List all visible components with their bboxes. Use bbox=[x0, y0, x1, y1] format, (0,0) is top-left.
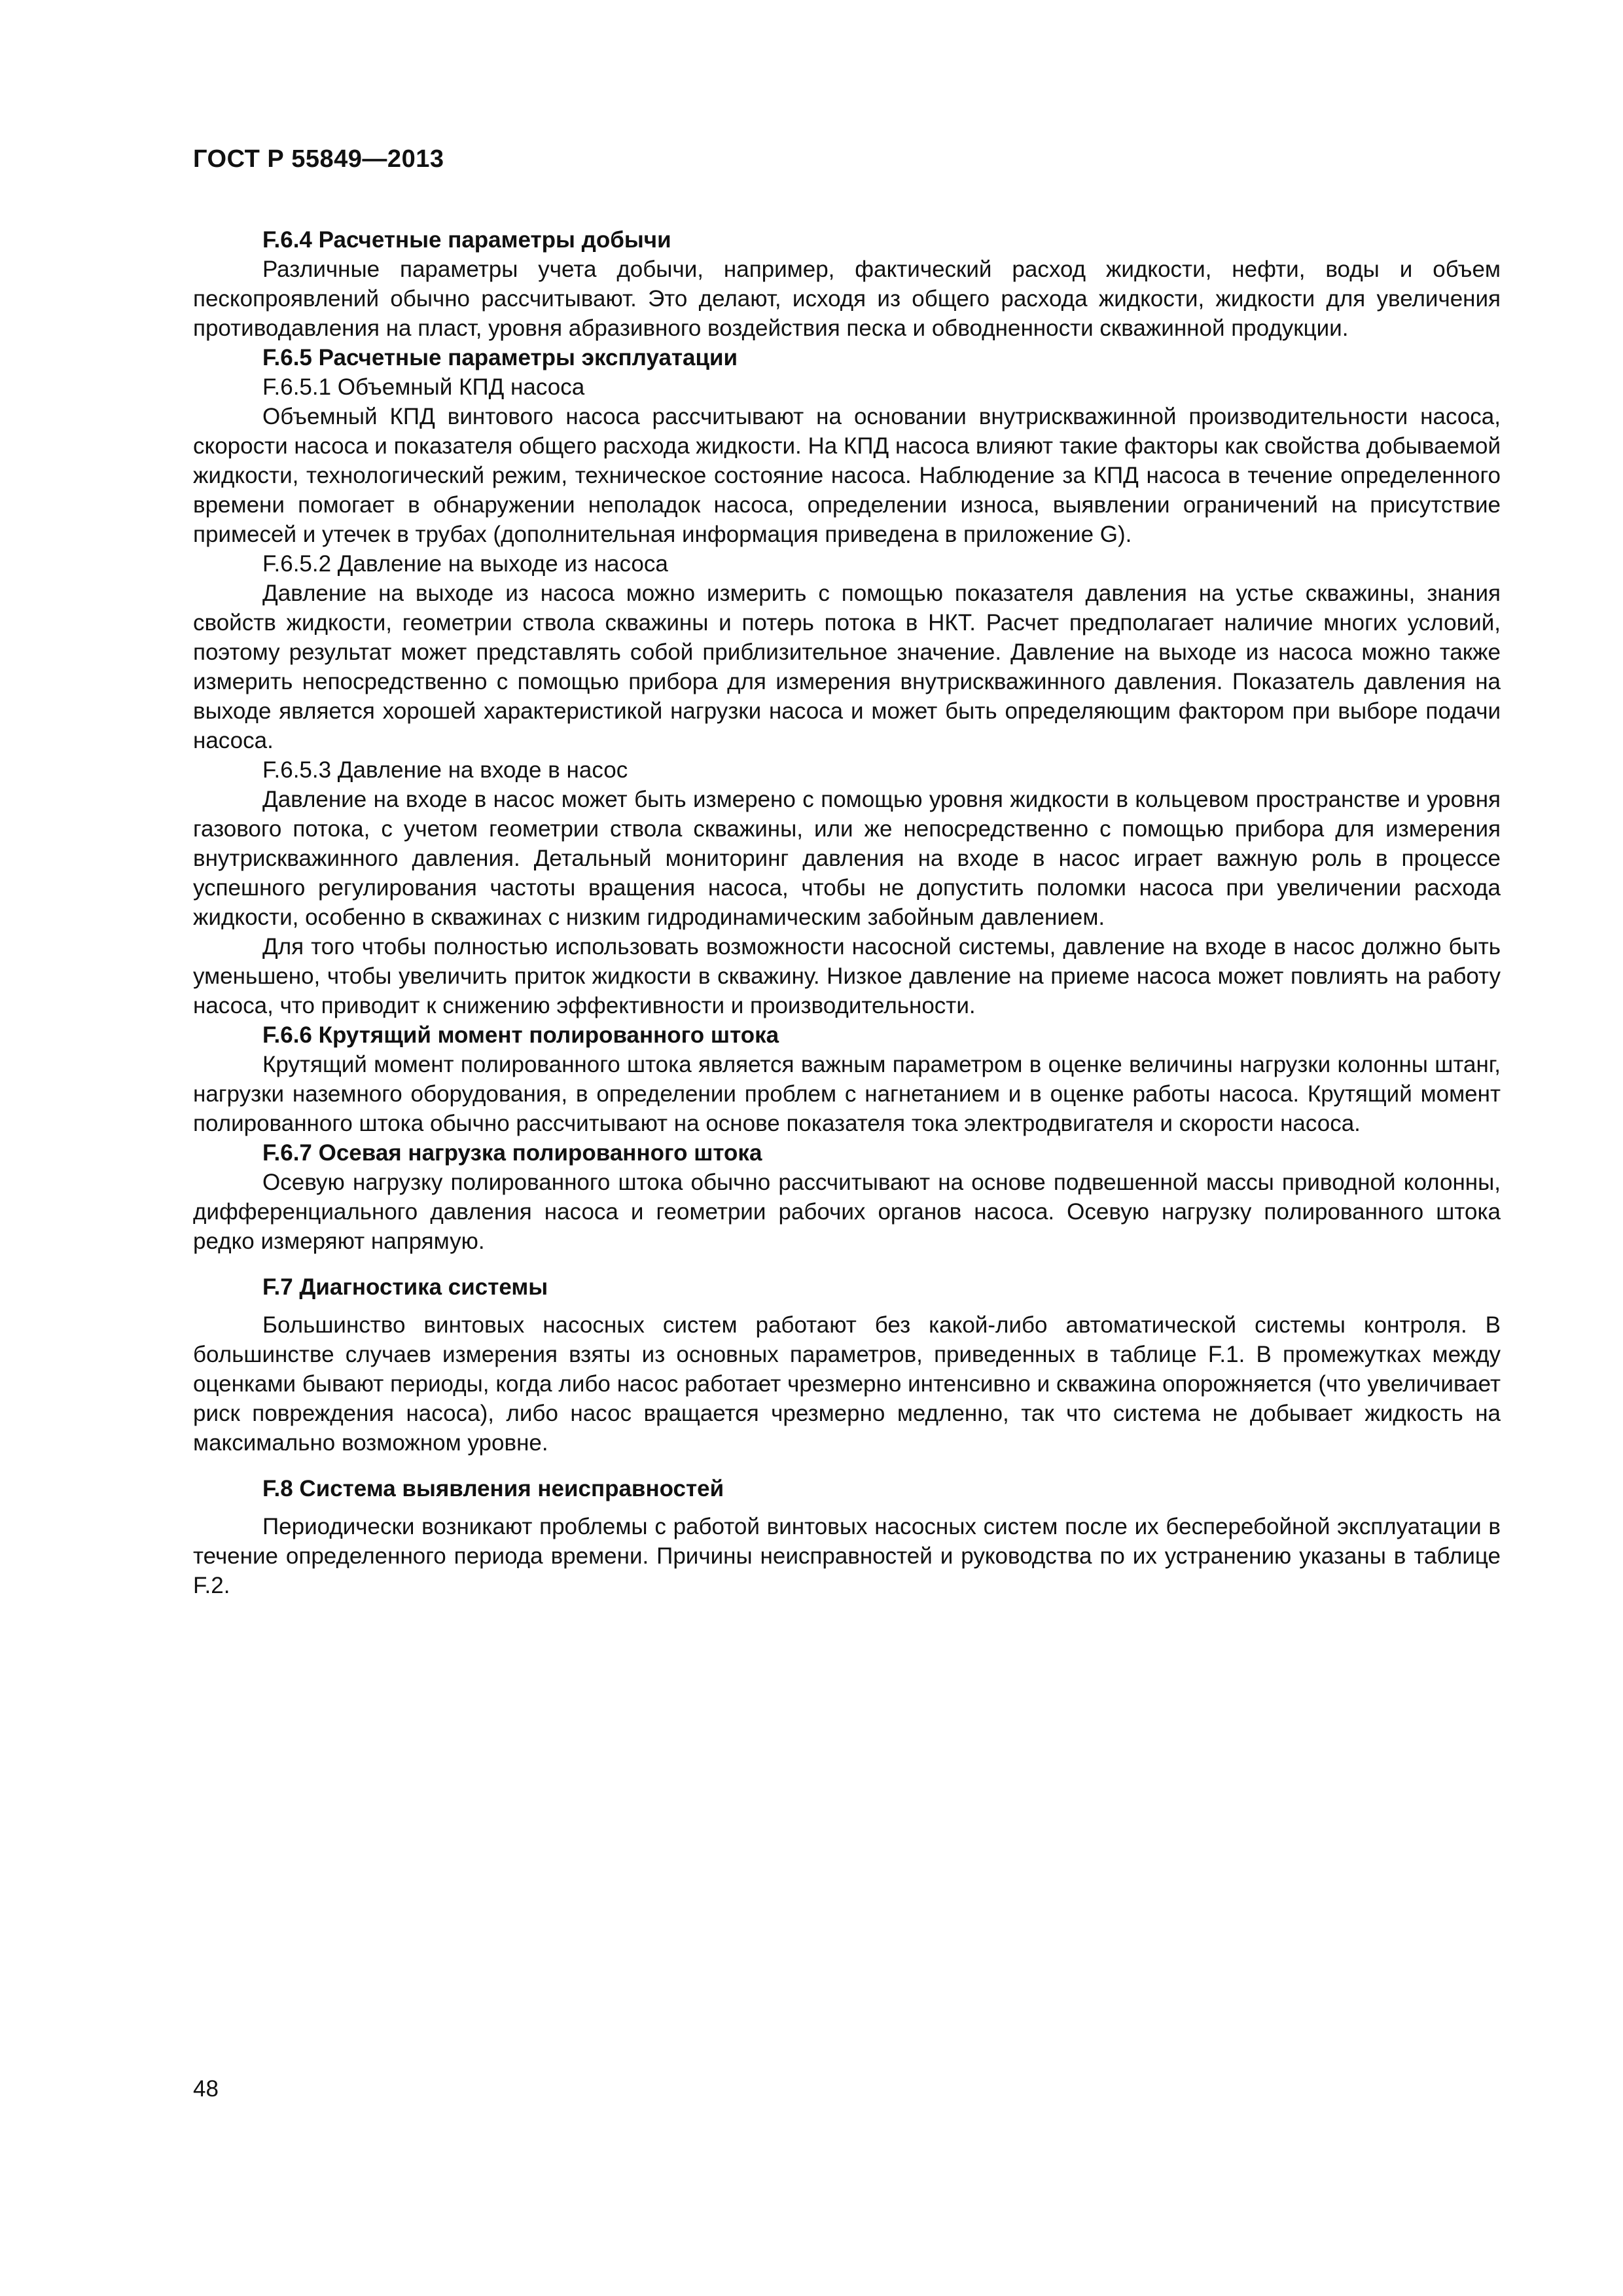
section-heading-f7: F.7 Диагностика системы bbox=[262, 1274, 548, 1300]
paragraph: Давление на выходе из насоса можно измерить с помощью показателя давления на устье скважины, знания свойств жидкости, геометрии ствола скважины и потерь потока в НКТ. Расчет предполагает наличие многих условий, поэтому результат может представлять собой приблизительное значение. Давление на выходе из насоса можно также измерить непосредственно с помощью прибора для измерения внутрискважинного давления. Показатель давления на выходе является хорошей характеристикой нагрузки насоса и может быть определяющим фактором при выборе подачи насоса. bbox=[193, 581, 1501, 753]
subsection-title-f6-5-3: F.6.5.3 Давление на входе в насос bbox=[262, 757, 628, 783]
paragraph: Крутящий момент полированного штока является важным параметром в оценке величины нагрузки колонны штанг, нагрузки наземного оборудования, в определении проблем с нагнетанием и в оценке работы насоса. Крутящий момент полированного штока обычно рассчитывают на основе показателя тока электродвигателя и скорости насоса. bbox=[193, 1052, 1501, 1136]
document-body bbox=[193, 225, 1501, 1600]
page-number: 48 bbox=[193, 2076, 219, 2102]
paragraph: Осевую нагрузку полированного штока обычно рассчитывают на основе подвешенной массы приводной колонны, дифференциального давления насоса и геометрии рабочих органов насоса. Осевую нагрузку полированного штока редко измеряют напрямую. bbox=[193, 1170, 1501, 1254]
document-designation: ГОСТ Р 55849—2013 bbox=[193, 145, 444, 173]
section-heading-f6-5: F.6.5 Расчетные параметры эксплуатации bbox=[262, 345, 738, 370]
section-heading-f8: F.8 Система выявления неисправностей bbox=[262, 1476, 724, 1501]
paragraph: Периодически возникают проблемы с работой винтовых насосных систем после их бесперебойной эксплуатации в течение определенного периода времени. Причины неисправностей и руководства по их устранению указаны в таблице F.2. bbox=[193, 1514, 1501, 1598]
section-heading-f6-4: F.6.4 Расчетные параметры добычи bbox=[262, 227, 671, 253]
paragraph: Объемный КПД винтового насоса рассчитывают на основании внутрискважинной производительности насоса, скорости насоса и показателя общего расхода жидкости. На КПД насоса влияют такие факторы как свойства добываемой жидкости, технологический режим, техническое состояние насоса. Наблюдение за КПД насоса в течение определенного времени помогает в обнаружении неполадок насоса, определении износа, выявлении ограничений на присутствие примесей и утечек в трубах (дополнительная информация приведена в приложение G). bbox=[193, 404, 1501, 547]
subsection-title-f6-5-1: F.6.5.1 Объемный КПД насоса bbox=[262, 374, 585, 400]
section-heading-f6-7: F.6.7 Осевая нагрузка полированного штока bbox=[262, 1140, 762, 1166]
paragraph: Различные параметры учета добычи, например, фактический расход жидкости, нефти, воды и объем пескопроявлений обычно рассчитывают. Это делают, исходя из общего расхода жидкости, жидкости для увеличения противодавления на пласт, уровня абразивного воздействия песка и обводненности скважинной продукции. bbox=[193, 257, 1501, 341]
section-heading-f6-6: F.6.6 Крутящий момент полированного штока bbox=[262, 1022, 779, 1048]
paragraph: Большинство винтовых насосных систем работают без какой-либо автоматической системы контроля. В большинстве случаев измерения взяты из основных параметров, приведенных в таблице F.1. В промежутках между оценками бывают периоды, когда либо насос работает чрезмерно интенсивно и скважина опорожняется (что увеличивает риск повреждения насоса), либо насос вращается чрезмерно медленно, так что система не добывает жидкость на максимально возможном уровне. bbox=[193, 1312, 1501, 1456]
paragraph: Для того чтобы полностью использовать возможности насосной системы, давление на входе в насос должно быть уменьшено, чтобы увеличить приток жидкости в скважину. Низкое давление на приеме насоса может повлиять на работу насоса, что приводит к снижению эффективности и производительности. bbox=[193, 934, 1501, 1018]
paragraph: Давление на входе в насос может быть измерено с помощью уровня жидкости в кольцевом пространстве и уровня газового потока, с учетом геометрии ствола скважины, или же непосредственно с помощью прибора для измерения внутрискважинного давления. Детальный мониторинг давления на входе в насос играет важную роль в процессе успешного регулирования частоты вращения насоса, чтобы не допустить поломки насоса при увеличении расхода жидкости, особенно в скважинах с низким гидродинамическим забойным давлением. bbox=[193, 787, 1501, 930]
subsection-title-f6-5-2: F.6.5.2 Давление на выходе из насоса bbox=[262, 551, 668, 577]
